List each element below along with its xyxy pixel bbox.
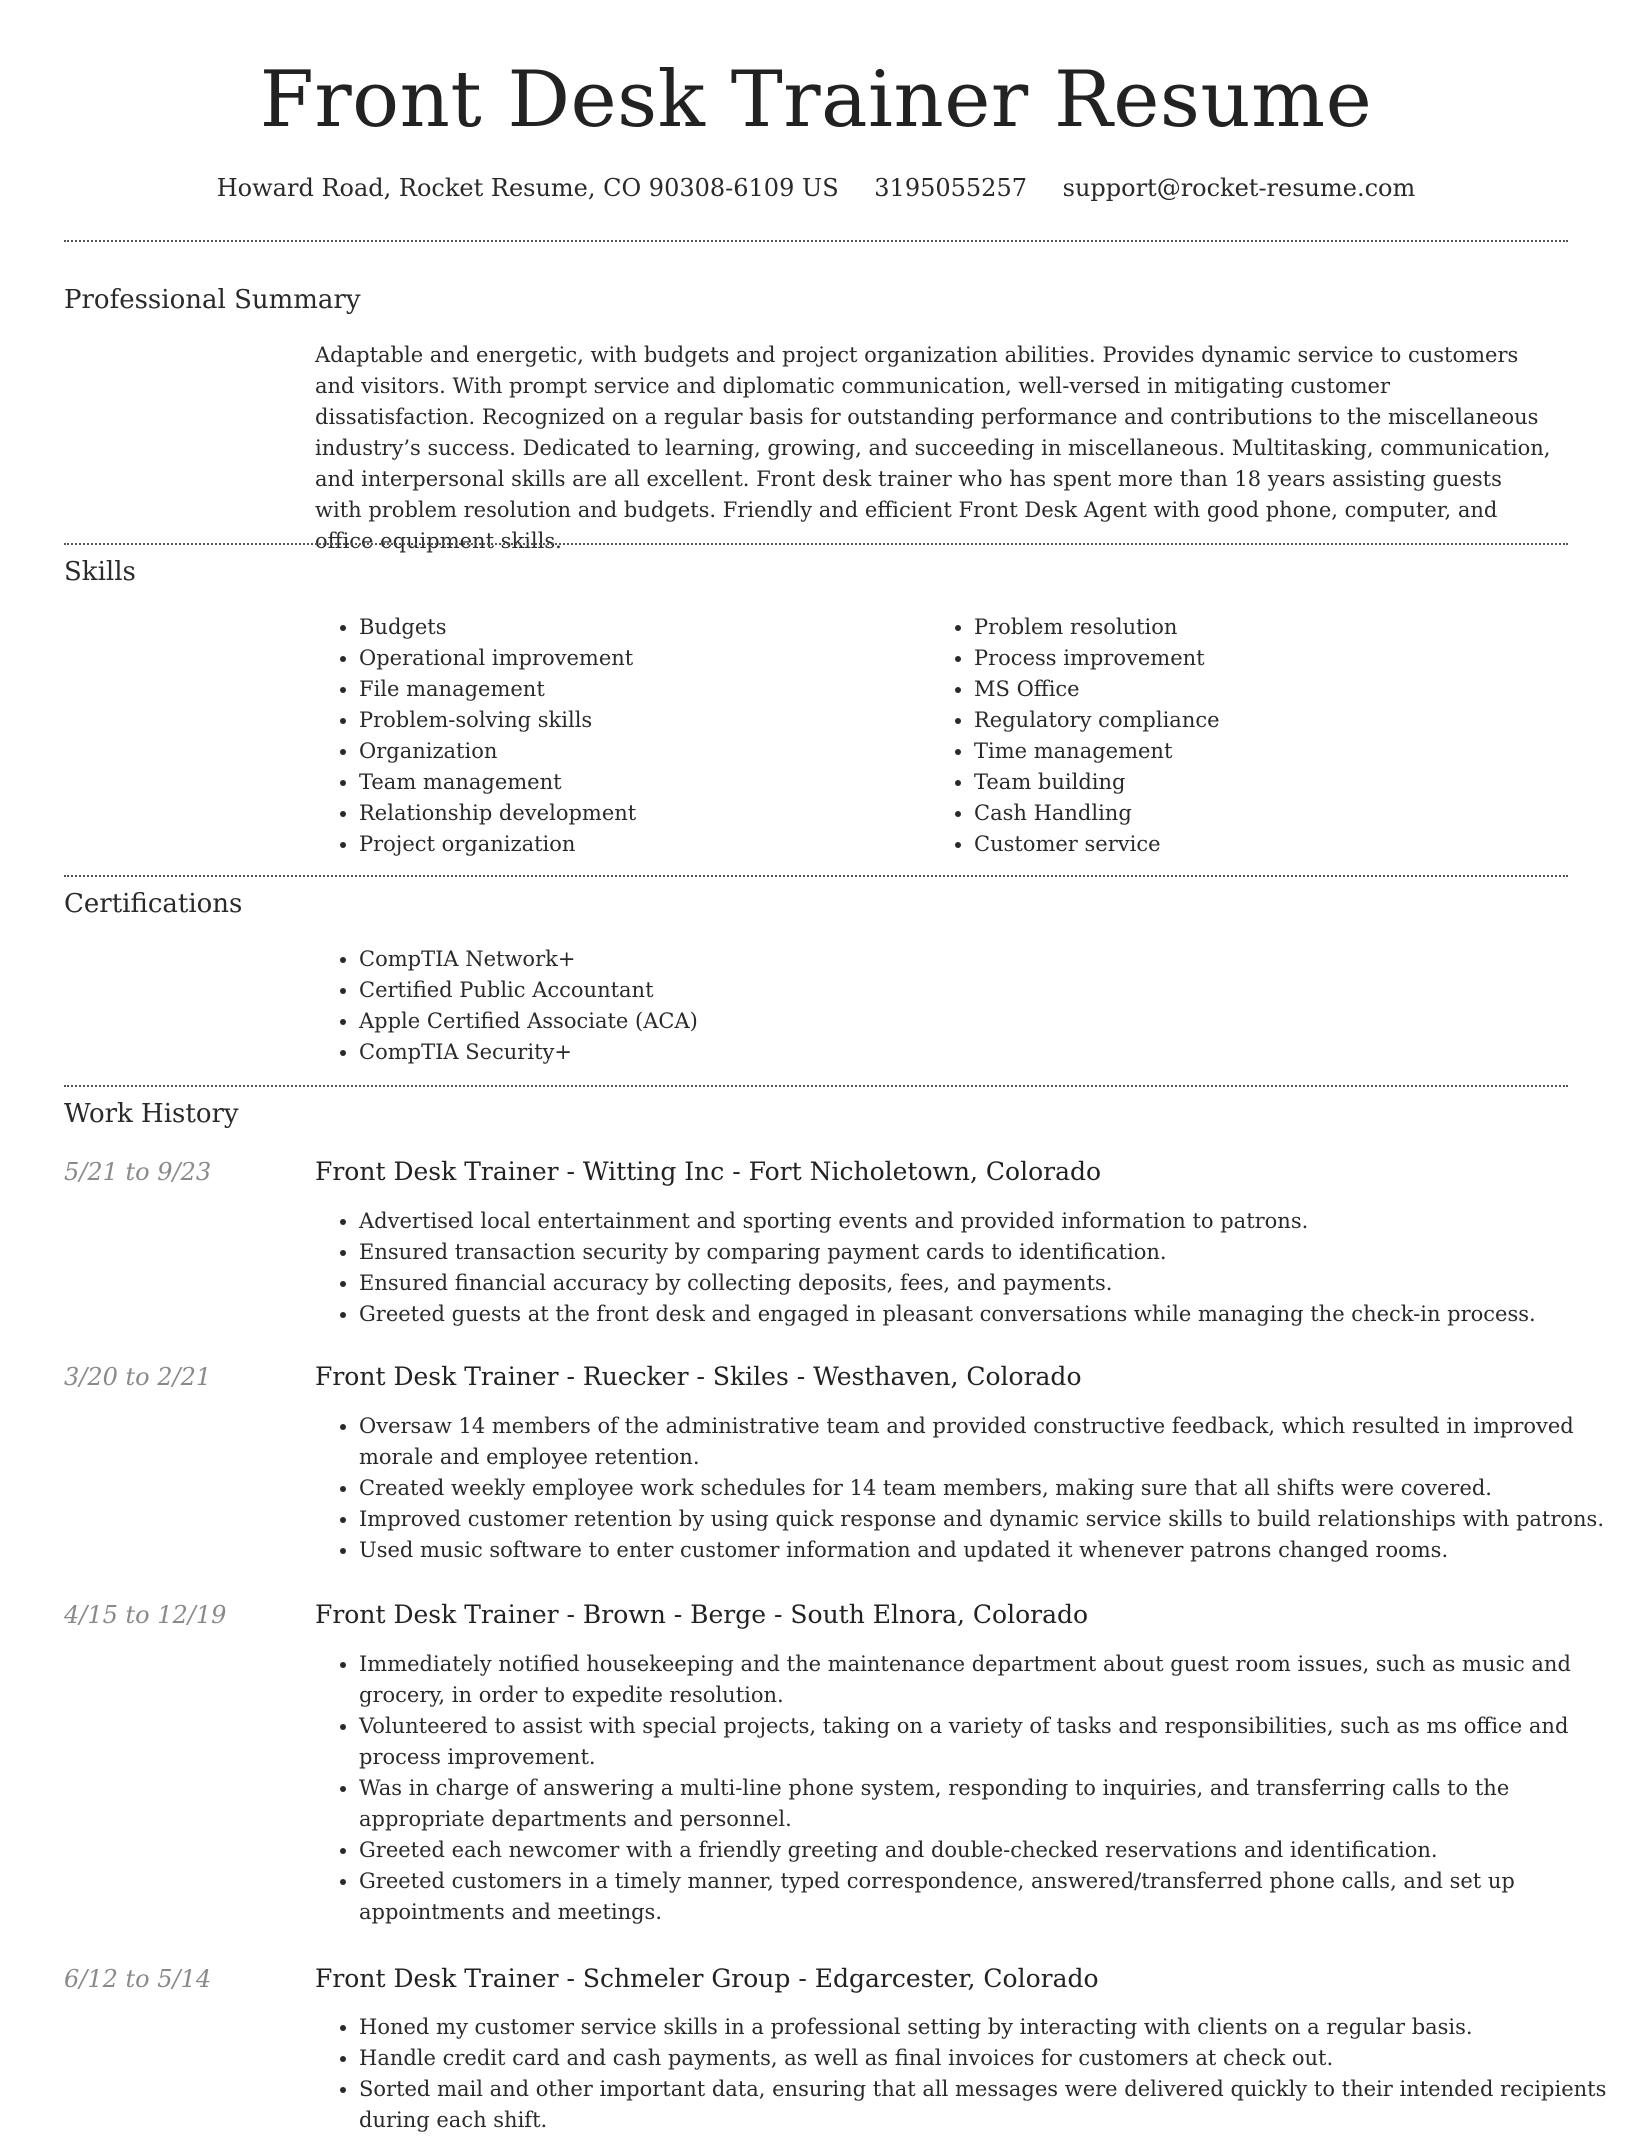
skill-item: • Cash Handling bbox=[974, 798, 1574, 829]
job-title: Front Desk Trainer - Ruecker - Skiles - Westhaven, Colorado bbox=[315, 1362, 1082, 1391]
skill-item: • Team management bbox=[359, 767, 919, 798]
certification-item: • CompTIA Security+ bbox=[359, 1037, 1159, 1068]
job-bullet: • Immediately notified housekeeping and the maintenance department about guest room issues, such as music and grocery, in order to expedite resolution. bbox=[359, 1649, 1609, 1711]
job-bullet: • Greeted guests at the front desk and engaged in pleasant conversations while managing the check-in process. bbox=[359, 1299, 1609, 1330]
skills-list-right bbox=[930, 612, 1574, 860]
job-bullet: • Created weekly employee work schedules for 14 team members, making sure that all shifts were covered. bbox=[359, 1473, 1609, 1504]
job-bullet: • Advertised local entertainment and sporting events and provided information to patrons. bbox=[359, 1206, 1609, 1237]
contact-line bbox=[0, 170, 1632, 206]
skill-item: • Team building bbox=[974, 767, 1574, 798]
job-bullet: • Volunteered to assist with special projects, taking on a variety of tasks and responsibilities, such as ms office and process improvement. bbox=[359, 1711, 1609, 1773]
skill-item: • Problem-solving skills bbox=[359, 705, 919, 736]
skill-item: • Budgets bbox=[359, 612, 919, 643]
section-divider bbox=[64, 875, 1568, 877]
contact-phone: 3195055257 bbox=[874, 174, 1027, 202]
skills-list-left bbox=[315, 612, 919, 860]
skill-item: • MS Office bbox=[974, 674, 1574, 705]
job-bullet: • Oversaw 14 members of the administrative team and provided constructive feedback, which resulted in improved morale and employee retention. bbox=[359, 1411, 1609, 1473]
section-divider bbox=[64, 543, 1568, 545]
job-dates: 3/20 to 2/21 bbox=[64, 1363, 212, 1391]
skill-item: • Process improvement bbox=[974, 643, 1574, 674]
certifications-list bbox=[315, 944, 1159, 1068]
section-divider bbox=[64, 240, 1568, 242]
job-bullets bbox=[315, 1206, 1609, 1330]
job-bullet: • Sorted mail and other important data, ensuring that all messages were delivered quickly to their intended recipients during each shift. bbox=[359, 2074, 1609, 2136]
skill-item: • Project organization bbox=[359, 829, 919, 860]
certification-item: • CompTIA Network+ bbox=[359, 944, 1159, 975]
skill-item: • Customer service bbox=[974, 829, 1574, 860]
job-bullet: • Used music software to enter customer information and updated it whenever patrons changed rooms. bbox=[359, 1535, 1609, 1566]
job-bullet: • Greeted each newcomer with a friendly greeting and double-checked reservations and identification. bbox=[359, 1835, 1609, 1866]
skill-item: • Regulatory compliance bbox=[974, 705, 1574, 736]
job-bullets bbox=[315, 2012, 1609, 2136]
summary-heading: Professional Summary bbox=[64, 285, 361, 315]
skill-item: • Time management bbox=[974, 736, 1574, 767]
summary-text: Adaptable and energetic, with budgets and project organization abilities. Provides dynamic service to customers and visitors. With prompt service and diplomatic communication, well-versed in mitigating customer dissatisfaction. Recognized on a regular basis for outstanding performance and contributions to the miscellaneous industry’s success. Dedicated to learning, growing, and succeeding in miscellaneous. Multitasking, communication, and interpersonal skills are all excellent. Front desk trainer who has spent more than 18 years assisting guests with problem resolution and budgets. Friendly and efficient Front Desk Agent with good phone, computer, and office equipment skills. bbox=[315, 343, 1551, 553]
skill-item: • Organization bbox=[359, 736, 919, 767]
job-bullet: • Ensured transaction security by comparing payment cards to identification. bbox=[359, 1237, 1609, 1268]
job-title: Front Desk Trainer - Schmeler Group - Edgarcester, Colorado bbox=[315, 1964, 1099, 1993]
skills-heading: Skills bbox=[64, 557, 136, 587]
page-title: Front Desk Trainer Resume bbox=[259, 55, 1373, 145]
skill-item: • Relationship development bbox=[359, 798, 919, 829]
job-bullets bbox=[315, 1649, 1609, 1928]
certification-item: • Certified Public Accountant bbox=[359, 975, 1159, 1006]
job-bullets bbox=[315, 1411, 1609, 1566]
skill-item: • File management bbox=[359, 674, 919, 705]
contact-address: Howard Road, Rocket Resume, CO 90308-6109 US bbox=[216, 174, 839, 202]
skill-item: • Problem resolution bbox=[974, 612, 1574, 643]
section-divider bbox=[64, 1085, 1568, 1087]
job-dates: 4/15 to 12/19 bbox=[64, 1601, 227, 1629]
certifications-heading: Certifications bbox=[64, 889, 243, 919]
job-bullet: • Ensured financial accuracy by collecting deposits, fees, and payments. bbox=[359, 1268, 1609, 1299]
job-bullet: • Improved customer retention by using quick response and dynamic service skills to build relationships with patrons. bbox=[359, 1504, 1609, 1535]
job-title: Front Desk Trainer - Brown - Berge - South Elnora, Colorado bbox=[315, 1600, 1089, 1629]
job-bullet: • Handle credit card and cash payments, as well as final invoices for customers at check out. bbox=[359, 2043, 1609, 2074]
job-bullet: • Honed my customer service skills in a professional setting by interacting with clients on a regular basis. bbox=[359, 2012, 1609, 2043]
job-title: Front Desk Trainer - Witting Inc - Fort Nicholetown, Colorado bbox=[315, 1157, 1102, 1186]
certification-item: • Apple Certified Associate (ACA) bbox=[359, 1006, 1159, 1037]
skill-item: • Operational improvement bbox=[359, 643, 919, 674]
job-dates: 5/21 to 9/23 bbox=[64, 1158, 212, 1186]
contact-email: support@rocket-resume.com bbox=[1062, 174, 1416, 202]
job-bullet: • Greeted customers in a timely manner, typed correspondence, answered/transferred phone calls, and set up appointments and meetings. bbox=[359, 1866, 1609, 1928]
job-bullet: • Was in charge of answering a multi-line phone system, responding to inquiries, and transferring calls to the appropriate departments and personnel. bbox=[359, 1773, 1609, 1835]
job-dates: 6/12 to 5/14 bbox=[64, 1965, 212, 1993]
work-history-heading: Work History bbox=[64, 1099, 239, 1129]
